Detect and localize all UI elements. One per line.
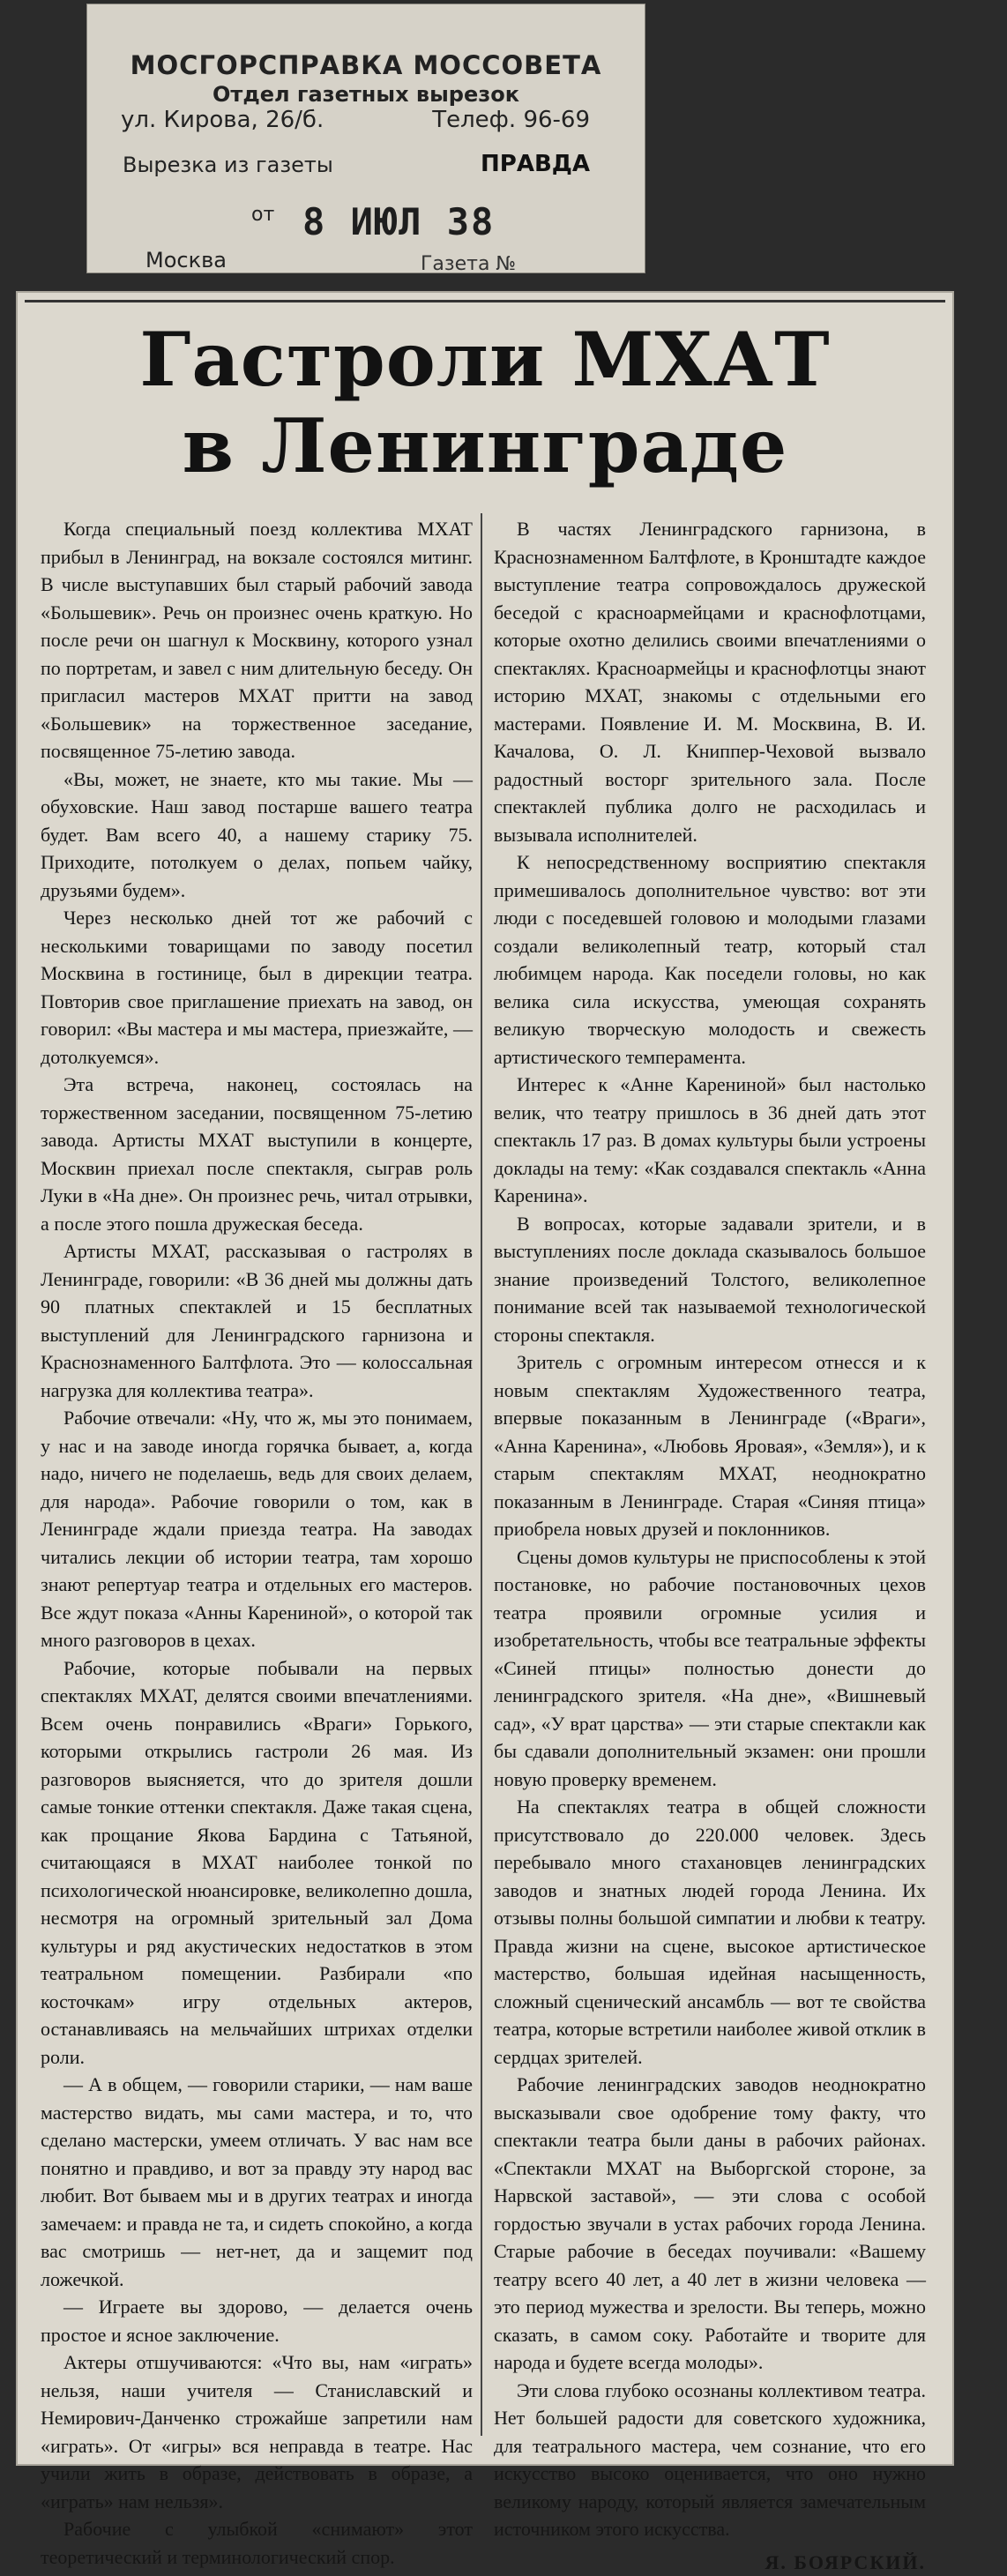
paragraph: На спектаклях театра в общей сложности присутствовало до 220.000 человек. Здесь перебывало много стахановцев ленинградских заводов и знатных людей города Ленина. Их отзывы полны большой симпатии и любви к театру. Правда жизни на сцене, высокое артистическое мастерство, большая идейная насыщенность, сложный сценический ансамбль — вот те свойства театра, которые встретили наиболее живой отклик в сердцах зрителей. <box>494 1793 926 2071</box>
paragraph: Когда специальный поезд коллектива МХАТ прибыл в Ленинград, на вокзале состоялся митинг. В числе выступавших был старый рабочий завода «Большевик». Речь он произнес очень краткую. Но после речи он шагнул к Москвину, которого узнал по портретам, и завел с ним длительную беседу. Он пригласил мастеров МХАТ притти на завод «Большевик» на торжественное заседание, посвященное 75-летию завода. <box>41 515 473 765</box>
label-city: Москва <box>145 248 227 273</box>
column-divider <box>481 513 482 2436</box>
paragraph: Зритель с огромным интересом отнесся и к новым спектаклям Художественного театра, впервые показанным в Ленинграде («Враги», «Анна Каренина», «Любовь Яровая», «Земля»), и к старым спектаклям МХАТ, неоднократно показанным в Ленинграде. Старая «Синяя птица» приобрела новых друзей и поклонников. <box>494 1348 926 1543</box>
label-gazeta-number: Газета № <box>421 253 516 275</box>
paragraph: Интерес к «Анне Карениной» был настолько велик, что театру пришлось в 36 дней дать этот спектакль 17 раз. В домах культуры были устроены доклады на тему: «Как создавался спектакль «Анна Каренина». <box>494 1071 926 1210</box>
paragraph: Эти слова глубоко осознаны коллективом театра. Нет большей радости для советского художника, для театрального мастера, чем сознание, что его искусство высоко оценивается, что оно нужно великому народу, который является замечательным источником этого искусства. <box>494 2377 926 2543</box>
label-address: ул. Кирова, 26/б. <box>121 107 324 133</box>
paragraph: Эта встреча, наконец, состоялась на торжественном заседании, посвященном 75-летию завода. Артисты МХАТ выступили в концерте, Москвин приехал после спектакля, сыграв роль Луки в «На дне». Он произнес речь, читал отрывки, а после этого пошла дружеская беседа. <box>41 1071 473 1237</box>
clipping-service-label <box>86 4 645 273</box>
left-column <box>41 515 473 2571</box>
headline-line-2: в Ленинграде <box>18 402 952 489</box>
paragraph: Сцены домов культуры не приспособлены к этой постановке, но рабочие постановочных цехов театра проявили огромные усилия и изобретательность, чтобы все театральные эффекты «Синей птицы» полностью донести до ленинградского зрителя. «На дне», «Вишневый сад», «У врат царства» — эти старые спектакли как бы сдавали дополнительный экзамен: они прошли новую проверку временем. <box>494 1543 926 1794</box>
label-organization: МОСГОРСПРАВКА МОССОВЕТА <box>87 50 645 80</box>
top-rule <box>25 300 945 302</box>
paragraph: — А в общем, — говорили старики, — нам ваше мастерство видать, мы сами мастера, и то, что сделано мастерски, умеем отличать. У вас нам все понятно и правдиво, и вот за правду эту народ вас любит. Вот бываем мы и в других театрах и иногда замечаем: и правда не та, и сидеть спокойно, а когда вас смотришь — нет-нет, да и защемит под ложечкой. <box>41 2071 473 2293</box>
paragraph: Рабочие с улыбкой «снимают» этот теоретический и терминологический спор. <box>41 2515 473 2571</box>
paragraph: Артисты МХАТ, рассказывая о гастролях в Ленинграде, говорили: «В 36 дней мы должны дать 90 платных спектаклей и 15 бесплатных выступлений для Ленинградского гарнизона и Краснознаменного Балтфлота. Это — колоссальная нагрузка для коллектива театра». <box>41 1237 473 1404</box>
paragraph: Рабочие отвечали: «Ну, что ж, мы это понимаем, у нас и на заводе иногда горячка бывает, а, когда надо, ничего не поделаешь, ведь для своих делаем, для народа». Рабочие говорили о том, как в Ленинграде ждали приезда театра. На заводах читались лекции об истории театра, там хорошо знают репертуар театра и отдельных его мастеров. Все ждут показа «Анны Карениной», о которой так много разговоров в цехах. <box>41 1404 473 1654</box>
paragraph: В вопросах, которые задавали зрители, и в выступлениях после доклада сказывалось большое знание произведений Толстого, великолепное понимание всей так называемой технологической стороны спектакля. <box>494 1210 926 1349</box>
headline-line-1: Гастроли МХАТ <box>18 316 952 403</box>
paragraph: К непосредственному восприятию спектакля примешивалось дополнительное чувство: вот эти люди с поседевшей головою и молодыми глазами создали великолепный театр, который стал любимцем народа. Как поседели головы, но как велика сила искусства, умеющая сохранять великую творческую молодость и свежесть артистического темперамента. <box>494 848 926 1071</box>
paragraph: Актеры отшучиваются: «Что вы, нам «играть» нельзя, наши учителя — Станиславский и Немирович-Данченко строжайше запретили нам «играть». От «игры» вся неправда в театре. Нас учили жить в образе, действовать в образе, а «играть» нам нельзя». <box>41 2348 473 2515</box>
paragraph: Рабочие ленинградских заводов неоднократно высказывали свое одобрение тому факту, что спектакли театра были даны в рабочих районах. «Спектакли МХАТ на Выборгской стороне, за Нарвской заставой», — эти слова с особой гордостью звучали в устах рабочих города Ленина. Старые рабочие в беседах поучивали: «Вашему театру всего 40 лет, а 40 лет в жизни человека — это период мужества и зрелости. Вы теперь, можно сказать, в самом соку. Работайте и творите для народа и будете всегда молоды». <box>494 2071 926 2377</box>
paragraph: «Вы, может, не знаете, кто мы такие. Мы — обуховские. Наш завод постарше вашего театра будет. Вам всего 40, а нашему старику 75. Приходите, потолкуем о делах, попьем чайку, друзьями будем». <box>41 765 473 905</box>
label-department: Отдел газетных вырезок <box>87 82 645 107</box>
newspaper-clipping <box>16 291 954 2466</box>
label-phone: Телеф. 96-69 <box>432 107 590 133</box>
right-column <box>494 515 926 2576</box>
author-signature: Я. БОЯРСКИЙ. <box>494 2549 926 2576</box>
paragraph: В частях Ленинградского гарнизона, в Краснознаменном Балтфлоте, в Кронштадте каждое выступление театра сопровождалось дружеской беседой с красноармейцами и краснофлотцами, которые охотно делились своими впечатлениями о спектаклях. Красноармейцы и краснофлотцы знают историю МХАТ, знакомы с отдельными его мастерами. Появление И. М. Москвина, В. И. Качалова, О. Л. Книппер-Чеховой вызвало радостный восторг зрительного зала. После спектаклей публика долго не расходилась и вызывала исполнителей. <box>494 515 926 848</box>
label-from: от <box>251 204 274 226</box>
paragraph: Через несколько дней тот же рабочий с несколькими товарищами по заводу посетил Москвина в гостинице, был в дирекции театра. Повторив свое приглашение приехать на завод, он говорил: «Вы мастера и мы мастера, приезжайте, — дотолкуемся». <box>41 904 473 1071</box>
paragraph: — Играете вы здорово, — делается очень простое и ясное заключение. <box>41 2293 473 2348</box>
label-newspaper-name: ПРАВДА <box>481 151 590 177</box>
date-stamp: 8 ИЮЛ 38 <box>302 200 495 243</box>
paragraph: Рабочие, которые побывали на первых спектаклях МХАТ, делятся своими впечатлениями. Всем очень понравились «Враги» Горького, которыми открылись гастроли 26 мая. Из разговоров выясняется, что до зрителя дошли самые тонкие оттенки спектакля. Даже такая сцена, как прощание Якова Бардина с Татьяной, считающаяся в МХАТ наиболее тонкой по психологической нюансировке, великолепно дошла, несмотря на огромный зрительный зал Дома культуры и ряд акустических недостатков в этом театральном помещении. Разбирали «по косточкам» игру отдельных актеров, останавливаясь на мельчайших штрихах отделки роли. <box>41 1654 473 2072</box>
label-cutting-from: Вырезка из газеты <box>123 153 333 177</box>
